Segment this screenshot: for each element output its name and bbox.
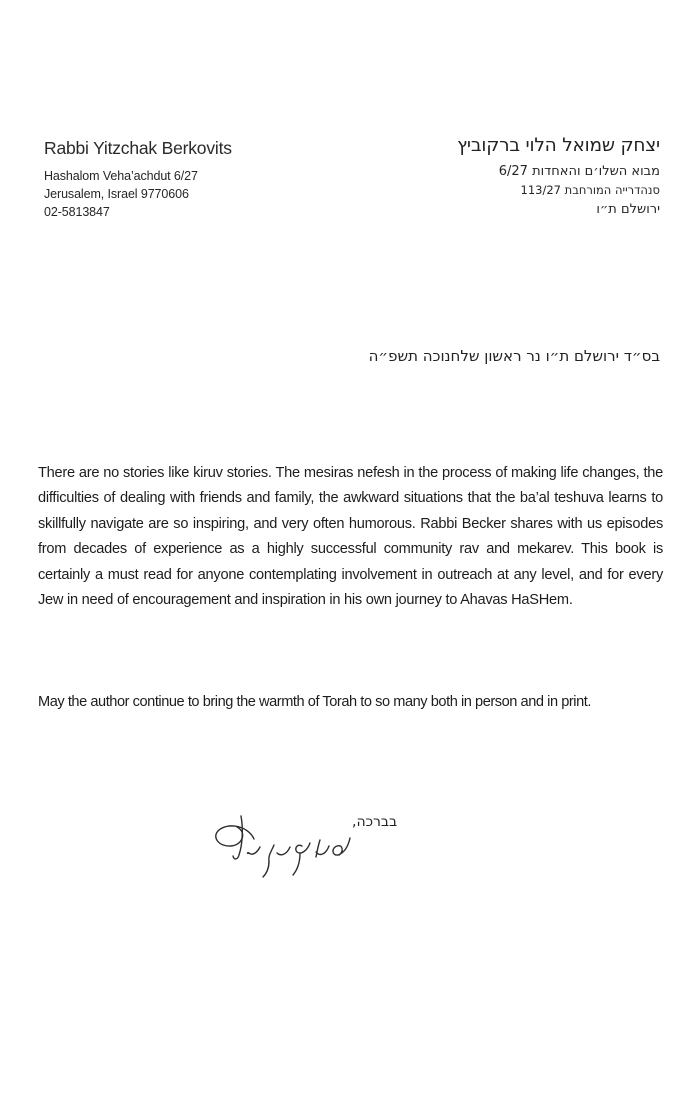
- letterhead-hebrew: [457, 135, 660, 219]
- letterhead-english-phone: 02-5813847: [44, 205, 110, 219]
- signature-stroke: [333, 838, 350, 855]
- letterhead-hebrew-address-line: מבוא השלו׳ם והאחדות 6/27: [498, 164, 660, 179]
- letterhead-hebrew-address-line: סנהדרייה המורחבת 113/27: [520, 183, 660, 197]
- letterhead-hebrew-name: יצחק שמואל הלוי ברקוביץ: [457, 135, 660, 156]
- handwritten-signature: [198, 795, 358, 885]
- signature-stroke: [249, 847, 260, 854]
- letterhead-english-address-line: Hashalom Veha’achdut 6/27: [44, 169, 198, 183]
- signature-stroke: [316, 840, 329, 857]
- body-paragraph-2: May the author continue to bring the warmth of Torah to so many both in person and in print.: [38, 694, 591, 710]
- signature-closing: בברכה,: [352, 814, 398, 830]
- signature-stroke: [293, 843, 310, 875]
- signature-stroke: [263, 845, 290, 877]
- signature-flourish-loop: [216, 826, 254, 846]
- letterhead-hebrew-city-line: ירושלם ת״ו: [596, 202, 660, 217]
- signature-dot: [247, 852, 249, 854]
- body-paragraph-1: There are no stories like kiruv stories. The mesiras nefesh in the process of making life changes, the difficulties of dealing with friends and family, the awkward situations that the ba’al teshuva learns to skillfully navigate are so inspiring, and very often humorous. Rabbi Becker shares with us episodes from decades of experience as a highly successful community rav and mekarev. This book is certainly a must read for anyone contemplating involvement in outreach at any level, and for every Jew in need of encouragement and inspiration in his own journey to Ahavas HaSHem.: [38, 465, 663, 609]
- hebrew-dateline: בס״ד ירושלם ת״ו נר ראשון שלחנוכה תשפ״ה: [368, 347, 660, 365]
- letterhead-english-name: Rabbi Yitzchak Berkovits: [44, 138, 232, 158]
- letterhead-english: [44, 138, 232, 221]
- signature-stroke: [233, 816, 242, 859]
- letterhead-english-address-line: Jerusalem, Israel 9770606: [44, 187, 189, 201]
